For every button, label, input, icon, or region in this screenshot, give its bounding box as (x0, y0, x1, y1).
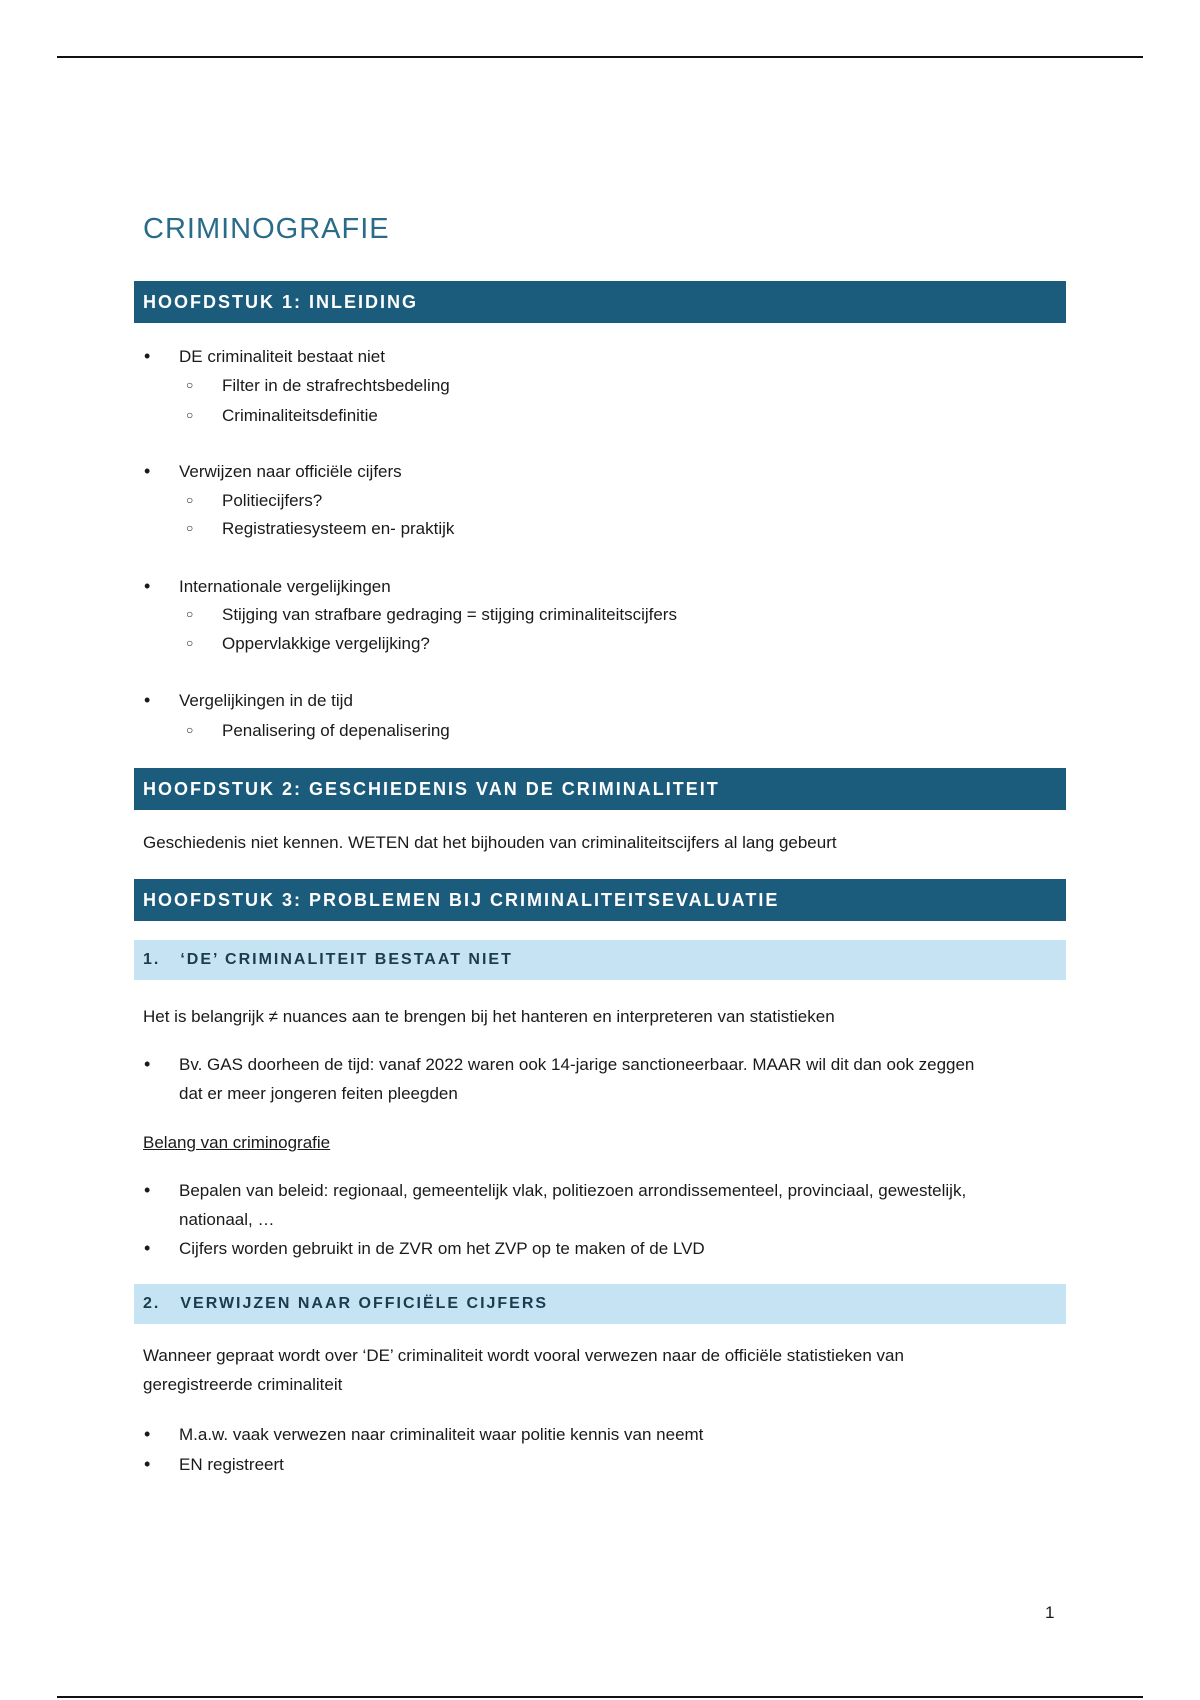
chapter-3-heading-text: HOOFDSTUK 3: PROBLEMEN BIJ CRIMINALITEITSEVALUATIE (143, 889, 780, 910)
chapter-3-heading (134, 879, 1066, 921)
section-3-2-heading (134, 1284, 1066, 1324)
list-item: • Verwijzen naar officiële cijfers (179, 457, 1059, 486)
chapter-1-heading (134, 281, 1066, 323)
list-item-line: • Bv. GAS doorheen de tijd: vanaf 2022 waren ook 14-jarige sanctioneerbaar. MAAR wil dit dan ook zeggen (179, 1055, 975, 1074)
sub-list-item: ○ Oppervlakkige vergelijking? (222, 629, 430, 658)
chapter-2-text: Geschiedenis niet kennen. WETEN dat het bijhouden van criminaliteitscijfers al lang gebeurt (143, 833, 837, 852)
sub-list-item: ○ Registratiesysteem en- praktijk (222, 514, 454, 543)
list-item: • Internationale vergelijkingen (179, 572, 1059, 601)
section-3-1-text: Het is belangrijk ≠ nuances aan te brengen bij het hanteren en interpreteren van statistieken (143, 1007, 835, 1026)
section-heading-text: VERWIJZEN NAAR OFFICIËLE CIJFERS (180, 1295, 549, 1312)
section-number: 2. (143, 1295, 161, 1312)
chapter-2-heading-text: HOOFDSTUK 2: GESCHIEDENIS VAN DE CRIMINALITEIT (143, 778, 720, 799)
document-title: CRIMINOGRAFIE (143, 213, 390, 245)
sub-list-item: ○ Stijging van strafbare gedraging = stijging criminaliteitscijfers (222, 600, 677, 629)
sub-list-item: ○ Penalisering of depenalisering (222, 716, 450, 745)
sub-list-item: ○ Filter in de strafrechtsbedeling (222, 371, 450, 400)
sub-list-item: ○ Politiecijfers? (222, 486, 322, 515)
list-item (179, 1050, 1059, 1108)
list-item-line: nationaal, … (179, 1210, 275, 1229)
section-number: 1. (143, 951, 161, 968)
section-heading-text: ‘DE’ CRIMINALITEIT BESTAAT NIET (180, 951, 513, 968)
section-3-2-text (143, 1341, 1063, 1399)
sub-list-item: ○ Criminaliteitsdefinitie (222, 401, 378, 430)
text-line: Wanneer gepraat wordt over ‘DE’ criminaliteit wordt vooral verwezen naar de officiële statistieken van (143, 1346, 904, 1365)
page-number: 1 (1045, 1603, 1055, 1622)
list-item: • Cijfers worden gebruikt in de ZVR om het ZVP op te maken of de LVD (179, 1234, 1059, 1263)
belang-heading: Belang van criminografie (143, 1133, 331, 1152)
chapter-2-heading (134, 768, 1066, 810)
list-item: • Vergelijkingen in de tijd (179, 686, 1059, 715)
list-item (179, 1176, 1059, 1234)
list-item: • DE criminaliteit bestaat niet (179, 342, 1059, 371)
text-line: geregistreerde criminaliteit (143, 1375, 343, 1394)
list-item: • M.a.w. vaak verwezen naar criminaliteit waar politie kennis van neemt (179, 1420, 1059, 1449)
bottom-rule (57, 1696, 1143, 1698)
list-item-line: dat er meer jongeren feiten pleegden (179, 1084, 458, 1103)
chapter-1-heading-text: HOOFDSTUK 1: INLEIDING (143, 291, 419, 312)
list-item-line: • Bepalen van beleid: regionaal, gemeentelijk vlak, politiezoen arrondissementeel, provinciaal, gewestelijk, (179, 1181, 967, 1200)
list-item: • EN registreert (179, 1450, 1059, 1479)
top-rule (57, 56, 1143, 58)
section-3-1-heading (134, 940, 1066, 980)
